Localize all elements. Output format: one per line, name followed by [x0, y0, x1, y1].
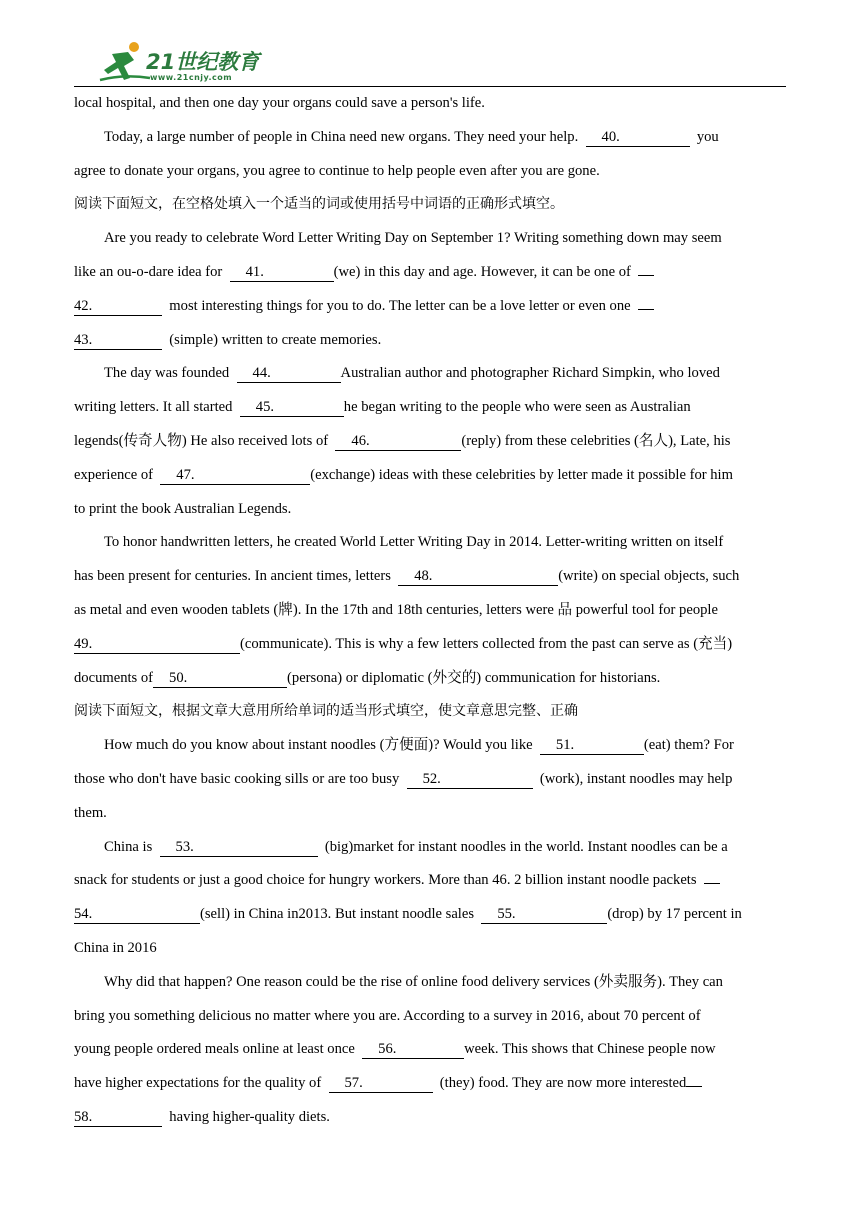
section-instruction: [74, 695, 786, 729]
blank-58-start: [686, 1068, 702, 1087]
logo-text: 21世纪教育: [146, 50, 260, 74]
text: you: [696, 128, 719, 145]
text-line: [74, 662, 786, 696]
text: (communicate). This is why a few letters collected from the past can serve as (充当): [240, 635, 733, 652]
text: (work), instant noodles may help: [539, 770, 733, 787]
text-line: [74, 324, 786, 358]
blank-56[interactable]: 56.: [362, 1040, 464, 1059]
text: agree to donate your organs, you agree to continue to help people even after you are gone.: [74, 162, 600, 179]
text-line: [74, 594, 786, 628]
text-line: [74, 357, 786, 391]
section-instruction: [74, 188, 786, 222]
text: snack for students or just a good choice for hungry workers. More than 46. 2 billion instant noodle packets: [74, 872, 697, 889]
text: (we) in this day and age. However, it can be one of: [333, 263, 631, 280]
text-line: [74, 628, 786, 662]
text-line: [74, 222, 786, 256]
text: The day was founded: [104, 365, 230, 382]
blank-50[interactable]: 50.: [153, 669, 287, 688]
blank-45[interactable]: 45.: [240, 398, 344, 417]
text: (reply) from these celebrities (名人), Late, his: [461, 432, 731, 449]
text: experience of: [74, 466, 153, 483]
text: To honor handwritten letters, he created World Letter Writing Day in 2014. Letter-writing written on itself: [104, 534, 724, 551]
text-line: [74, 898, 786, 932]
text: as metal and even wooden tablets (牌). In the 17th and 18th centuries, letters were 品 powerful tool for people: [74, 601, 718, 618]
blank-41[interactable]: 41.: [230, 263, 334, 282]
blank-54-start: [704, 865, 720, 884]
blank-57[interactable]: 57.: [329, 1074, 433, 1093]
page-header: [74, 38, 786, 87]
blank-43[interactable]: 43.: [74, 331, 162, 350]
text: have higher expectations for the quality of: [74, 1075, 322, 1092]
text: them.: [74, 804, 107, 821]
text: having higher-quality diets.: [169, 1108, 330, 1125]
text: bring you something delicious no matter where you are. According to a survey in 2016, about 70 percent of: [74, 1007, 701, 1024]
text: documents of: [74, 669, 154, 686]
text: 阅读下面短文，根据文章大意用所给单词的适当形式填空，使文章意思完整、正确: [74, 703, 578, 720]
text: most interesting things for you to do. The letter can be a love letter or even one: [169, 297, 631, 314]
text: (they) food. They are now more interested: [439, 1075, 687, 1092]
text: China is: [104, 838, 153, 855]
text-line: [74, 966, 786, 1000]
text: he began writing to the people who were seen as Australian: [343, 399, 691, 416]
blank-47[interactable]: 47.: [160, 466, 310, 485]
blank-42-start: [638, 257, 654, 276]
text-line: [74, 763, 786, 797]
blank-42[interactable]: 42.: [74, 297, 162, 316]
blank-49[interactable]: 49.: [74, 635, 240, 654]
text: How much do you know about instant noodles (方便面)? Would you like: [104, 737, 533, 754]
text: (persona) or diplomatic (外交的) communication for historians.: [287, 669, 661, 686]
logo: [94, 40, 274, 84]
text: to print the book Australian Legends.: [74, 500, 292, 517]
text: Why did that happen? One reason could be the rise of online food delivery services (外卖服务). They can: [104, 973, 723, 990]
blank-55[interactable]: 55.: [481, 905, 607, 924]
logo-url: www.21cnjy.com: [150, 73, 233, 82]
runner-logo-icon: [94, 40, 154, 84]
text: China in 2016: [74, 939, 157, 956]
text-line: [74, 831, 786, 865]
blank-51[interactable]: 51.: [540, 736, 644, 755]
text-line: [74, 1101, 786, 1135]
text: young people ordered meals online at least once: [74, 1041, 355, 1058]
text: week. This shows that Chinese people now: [464, 1041, 716, 1058]
text-line: [74, 87, 786, 121]
text-line: [74, 121, 786, 155]
text: Are you ready to celebrate Word Letter Writing Day on September 1? Writing something down may seem: [104, 230, 722, 247]
text: (eat) them? For: [643, 737, 734, 754]
blank-48[interactable]: 48.: [398, 567, 558, 586]
text-line: [74, 1033, 786, 1067]
blank-43-start: [638, 291, 654, 310]
blank-44[interactable]: 44.: [237, 364, 341, 383]
text: (simple) written to create memories.: [169, 331, 382, 348]
text-line: [74, 526, 786, 560]
text: legends(传奇人物) He also received lots of: [74, 432, 329, 449]
text-line: [74, 391, 786, 425]
document-body: [74, 87, 786, 1135]
text: (drop) by 17 percent in: [607, 906, 742, 923]
text-line: [74, 256, 786, 290]
text-line: [74, 932, 786, 966]
text-line: [74, 459, 786, 493]
text-line: [74, 729, 786, 763]
text-line: [74, 493, 786, 527]
text: local hospital, and then one day your organs could save a person's life.: [74, 95, 485, 111]
text: 阅读下面短文，在空格处填入一个适当的词或使用括号中词语的正确形式填空。: [74, 196, 564, 213]
text-line: [74, 1000, 786, 1034]
text-line: [74, 1067, 786, 1101]
text: writing letters. It all started: [74, 399, 233, 416]
text: (big)market for instant noodles in the world. Instant noodles can be a: [324, 838, 728, 855]
text-line: [74, 290, 786, 324]
text-line: [74, 155, 786, 189]
text-line: [74, 797, 786, 831]
blank-53[interactable]: 53.: [160, 838, 318, 857]
text: has been present for centuries. In ancient times, letters: [74, 568, 391, 585]
text: Australian author and photographer Richard Simpkin, who loved: [340, 365, 720, 382]
text-line: [74, 560, 786, 594]
text-line: [74, 864, 786, 898]
blank-58[interactable]: 58.: [74, 1108, 162, 1127]
text: like an ou-o-dare idea for: [74, 263, 223, 280]
blank-54[interactable]: 54.: [74, 905, 200, 924]
text: (sell) in China in2013. But instant noodle sales: [200, 906, 475, 923]
blank-46[interactable]: 46.: [335, 432, 461, 451]
blank-40[interactable]: 40.: [586, 128, 690, 147]
text: those who don't have basic cooking sills or are too busy: [74, 770, 400, 787]
text: Today, a large number of people in China need new organs. They need your help.: [104, 128, 579, 145]
text-line: [74, 425, 786, 459]
text: (exchange) ideas with these celebrities by letter made it possible for him: [310, 466, 733, 483]
blank-52[interactable]: 52.: [407, 770, 533, 789]
text: (write) on special objects, such: [558, 568, 740, 585]
